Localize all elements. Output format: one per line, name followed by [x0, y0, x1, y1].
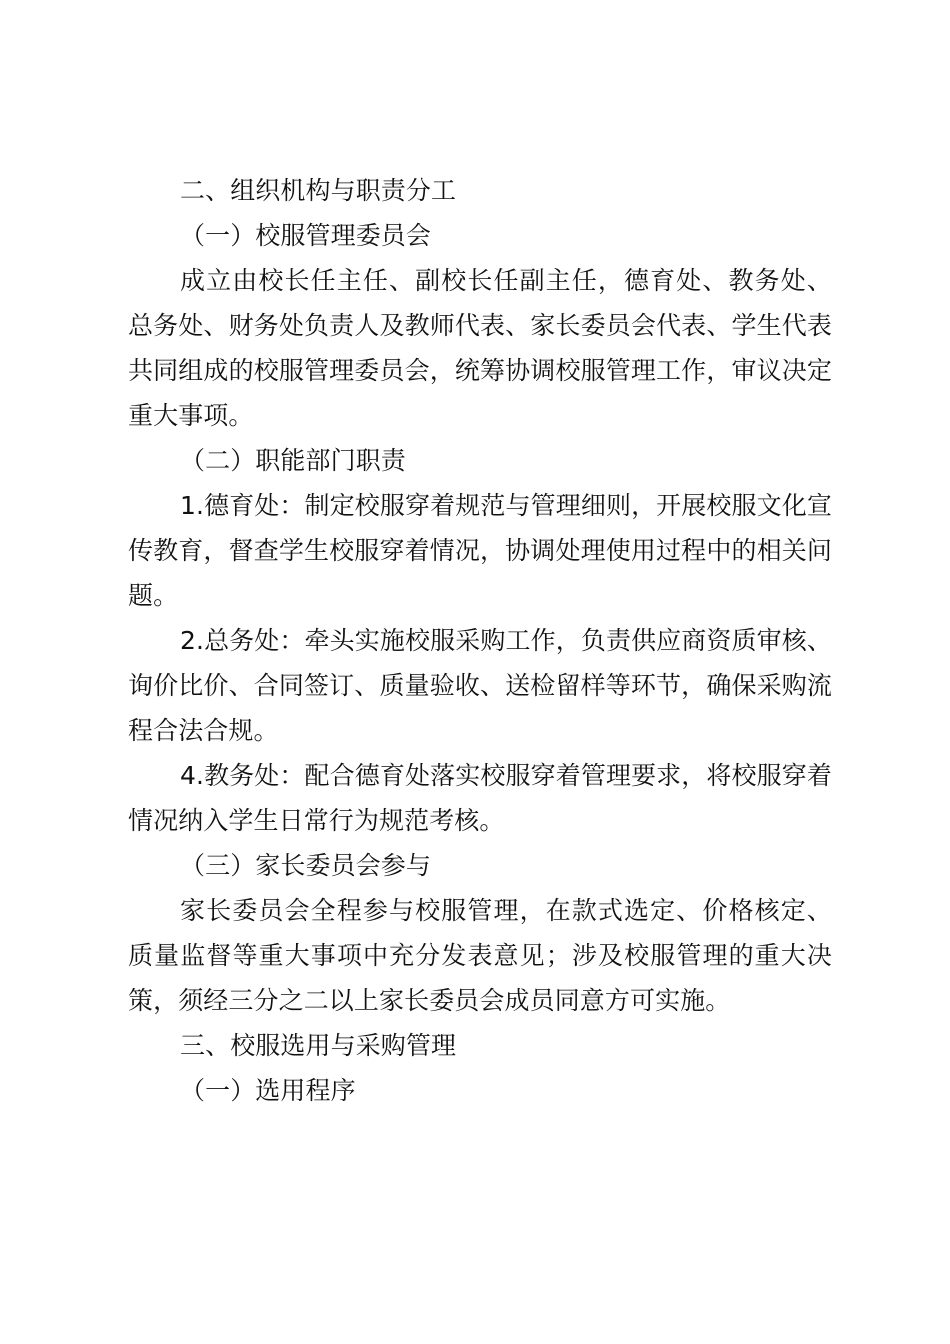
paragraph-general-affairs-office: 2.总务处：牵头实施校服采购工作，负责供应商资质审核、询价比价、合同签订、质量验收、送检留样等环节，确保采购流程合法合规。 [128, 626, 832, 745]
paragraph-academic-affairs-office: 4.教务处：配合德育处落实校服穿着管理要求，将校服穿着情况纳入学生日常行为规范考核。 [128, 761, 832, 835]
subheading-uniform-committee: （一）校服管理委员会 [180, 221, 432, 250]
section-heading-selection-procurement: 三、校服选用与采购管理 [180, 1031, 457, 1060]
subheading-selection-procedure: （一）选用程序 [180, 1076, 356, 1105]
paragraph-committee-composition: 成立由校长任主任、副校长任副主任，德育处、教务处、总务处、财务处负责人及教师代表、家长委员会代表、学生代表共同组成的校服管理委员会，统筹协调校服管理工作，审议决定重大事项。 [128, 266, 832, 430]
document-body [128, 168, 832, 1113]
section-heading-organization: 二、组织机构与职责分工 [180, 176, 457, 205]
subheading-parent-committee: （三）家长委员会参与 [180, 851, 432, 880]
paragraph-parent-committee-role: 家长委员会全程参与校服管理，在款式选定、价格核定、质量监督等重大事项中充分发表意见；涉及校服管理的重大决策，须经三分之二以上家长委员会成员同意方可实施。 [128, 896, 832, 1015]
subheading-department-duties: （二）职能部门职责 [180, 446, 406, 475]
paragraph-moral-education-office: 1.德育处：制定校服穿着规范与管理细则，开展校服文化宣传教育，督查学生校服穿着情况，协调处理使用过程中的相关问题。 [128, 491, 832, 610]
